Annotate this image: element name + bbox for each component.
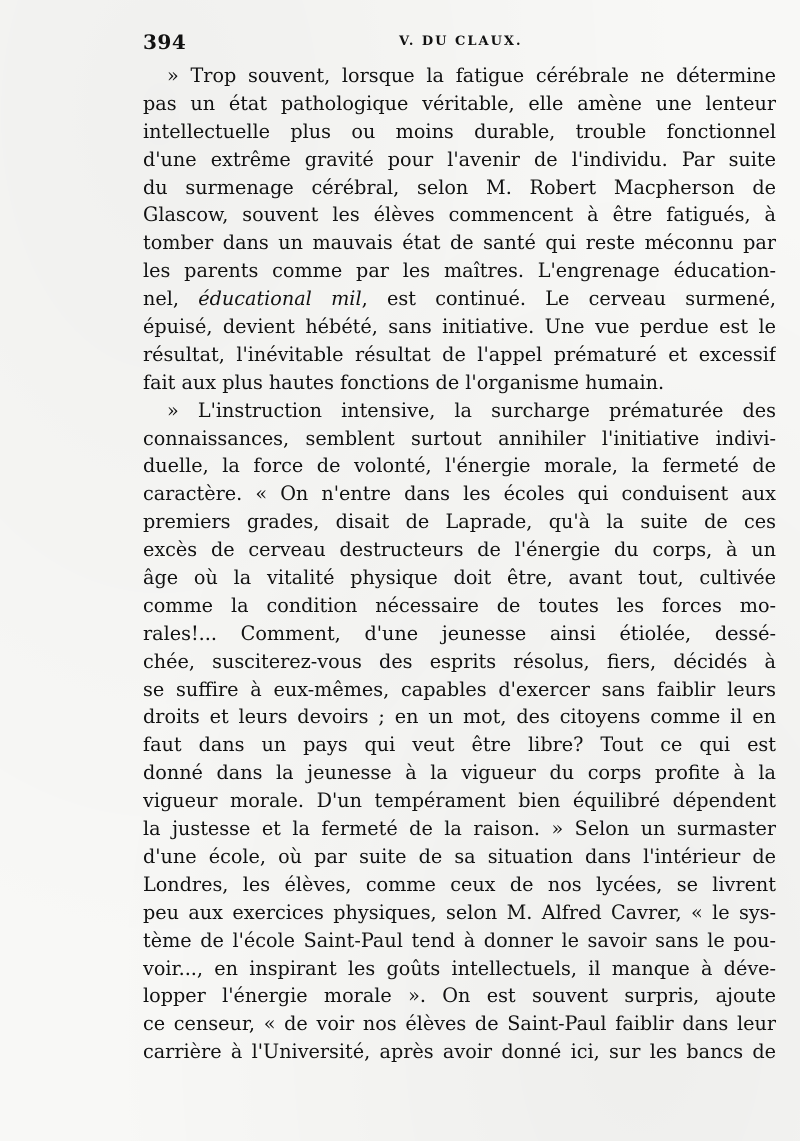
text-line: Glascow, souvent les élèves commencent à être fatigués, à xyxy=(143,203,776,227)
text-line: pas un état pathologique véritable, elle amène une lenteur xyxy=(143,91,776,115)
text-line: duelle, la force de volonté, l'énergie morale, la fermeté de xyxy=(143,454,776,478)
text-line: droits et leurs devoirs ; en un mot, des citoyens comme il en xyxy=(143,705,776,729)
text-line xyxy=(143,285,776,313)
text-line: rales!... Comment, d'une jeunesse ainsi étiolée, dessé- xyxy=(143,621,776,645)
body-text xyxy=(143,62,776,1066)
text-line: donné dans la jeunesse à la vigueur du corps profite à la xyxy=(143,761,776,785)
text-line: Londres, les élèves, comme ceux de nos lycées, se livrent xyxy=(143,872,776,896)
text-line: âge où la vitalité physique doit être, avant tout, cultivée xyxy=(143,566,776,590)
text-segment: , est continué. Le cerveau surmené, xyxy=(361,287,776,311)
text-line: premiers grades, disait de Laprade, qu'à la suite de ces xyxy=(143,510,776,534)
text-line: intellectuelle plus ou moins durable, trouble fonctionnel xyxy=(143,119,776,143)
text-line: faut dans un pays qui veut être libre? Tout ce qui est xyxy=(143,733,776,757)
text-line: » L'instruction intensive, la surcharge prématurée des xyxy=(167,398,776,422)
text-line: tomber dans un mauvais état de santé qui reste méconnu par xyxy=(143,231,776,255)
text-line: peu aux exercices physiques, selon M. Alfred Cavrer, « le sys- xyxy=(143,900,776,924)
text-line: chée, susciterez-vous des esprits résolus, fiers, décidés à xyxy=(143,649,776,673)
text-line: voir..., en inspirant les goûts intellectuels, il manque à déve- xyxy=(143,956,776,980)
text-line: excès de cerveau destructeurs de l'énergie du corps, à un xyxy=(143,538,776,562)
text-line: d'une école, où par suite de sa situation dans l'intérieur de xyxy=(143,844,776,868)
text-line: connaissances, semblent surtout annihiler l'initiative indivi- xyxy=(143,426,776,450)
text-line: carrière à l'Université, après avoir donné ici, sur les bancs de xyxy=(143,1040,776,1064)
page-number: 394 xyxy=(143,30,187,54)
text-line: résultat, l'inévitable résultat de l'appel prématuré et excessif xyxy=(143,342,776,366)
text-line: ce censeur, « de voir nos élèves de Saint-Paul faiblir dans leur xyxy=(143,1012,776,1036)
text-line: lopper l'énergie morale ». On est souvent surpris, ajoute xyxy=(143,984,776,1008)
text-line: du surmenage cérébral, selon M. Robert Macpherson de xyxy=(143,175,776,199)
text-line: fait aux plus hautes fonctions de l'organisme humain. xyxy=(143,370,665,394)
text-line: » Trop souvent, lorsque la fatigue cérébrale ne détermine xyxy=(167,64,776,87)
text-line: vigueur morale. D'un tempérament bien équilibré dépendent xyxy=(143,789,776,813)
text-line: les parents comme par les maîtres. L'engrenage éducation- xyxy=(143,259,776,283)
running-head xyxy=(143,30,775,60)
text-line: caractère. « On n'entre dans les écoles qui conduisent aux xyxy=(143,482,776,506)
text-segment: nel, xyxy=(143,287,199,311)
text-line: tème de l'école Saint-Paul tend à donner le savoir sans le pou- xyxy=(143,928,776,952)
text-line: épuisé, devient hébété, sans initiative. Une vue perdue est le xyxy=(143,315,776,339)
text-line: se suffire à eux-mêmes, capables d'exercer sans faiblir leurs xyxy=(143,677,776,701)
text-line: la justesse et la fermeté de la raison. » Selon un surmaster xyxy=(143,817,776,841)
running-title: V. DU CLAUX. xyxy=(399,34,523,49)
text-line: comme la condition nécessaire de toutes les forces mo- xyxy=(143,593,776,617)
text-line: d'une extrême gravité pour l'avenir de l'individu. Par suite xyxy=(143,147,776,171)
italic-phrase: éducational mil xyxy=(198,287,362,311)
